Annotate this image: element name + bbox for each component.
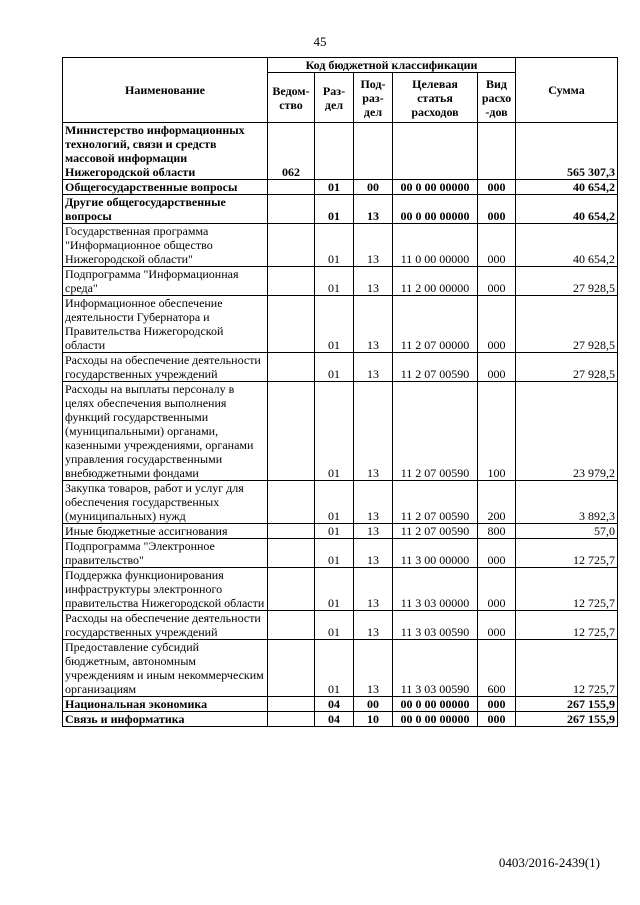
- cell-type: 600: [478, 640, 516, 697]
- header-name: Наименование: [63, 58, 268, 123]
- table-row: [63, 267, 618, 296]
- table-row: [63, 524, 618, 539]
- cell-sub: 13: [354, 224, 393, 267]
- header-subsection: Под-раз-дел: [354, 73, 393, 123]
- cell-sec: 01: [315, 524, 354, 539]
- cell-type: 000: [478, 267, 516, 296]
- cell-sec: 01: [315, 224, 354, 267]
- cell-dept: [268, 296, 315, 353]
- table-row: [63, 180, 618, 195]
- table-row: [63, 296, 618, 353]
- cell-name: Расходы на обеспечение деятельности государственных учреждений: [63, 353, 268, 382]
- cell-art: 11 3 03 00590: [393, 640, 478, 697]
- cell-dept: [268, 640, 315, 697]
- cell-art: 11 3 03 00590: [393, 611, 478, 640]
- header-sum: Сумма: [516, 58, 618, 123]
- cell-sub: [354, 123, 393, 180]
- cell-dept: [268, 195, 315, 224]
- cell-dept: [268, 611, 315, 640]
- table-row: [63, 697, 618, 712]
- cell-sum: 12 725,7: [516, 611, 618, 640]
- cell-sub: 13: [354, 353, 393, 382]
- cell-art: 11 2 07 00590: [393, 481, 478, 524]
- cell-sub: 13: [354, 611, 393, 640]
- cell-sub: 13: [354, 195, 393, 224]
- cell-dept: [268, 180, 315, 195]
- cell-sum: 40 654,2: [516, 224, 618, 267]
- cell-sec: 01: [315, 382, 354, 481]
- footer-document-code: 0403/2016-2439(1): [498, 855, 600, 870]
- cell-type: 000: [478, 568, 516, 611]
- cell-name: Связь и информатика: [63, 712, 268, 727]
- cell-type: [478, 123, 516, 180]
- header-dept: Ведом-ство: [268, 73, 315, 123]
- cell-name: Расходы на выплаты персоналу в целях обеспечения выполнения функций государственными (муниципальными) органами, казенными учреждениями, органами управления государственными внебюджетными фондами: [63, 382, 268, 481]
- cell-name: Расходы на обеспечение деятельности государственных учреждений: [63, 611, 268, 640]
- cell-sum: 27 928,5: [516, 296, 618, 353]
- table-row: [63, 481, 618, 524]
- cell-sum: 565 307,3: [516, 123, 618, 180]
- page-number: 45: [313, 34, 327, 49]
- cell-sub: 10: [354, 712, 393, 727]
- cell-type: 000: [478, 180, 516, 195]
- cell-dept: [268, 524, 315, 539]
- cell-sum: 23 979,2: [516, 382, 618, 481]
- cell-type: 000: [478, 353, 516, 382]
- cell-art: 11 3 03 00000: [393, 568, 478, 611]
- cell-dept: [268, 539, 315, 568]
- cell-sub: 13: [354, 568, 393, 611]
- header-expense-type: Вид расхо-дов: [478, 73, 516, 123]
- cell-art: 00 0 00 00000: [393, 712, 478, 727]
- budget-table: [62, 57, 618, 727]
- cell-dept: 062: [268, 123, 315, 180]
- cell-sec: 01: [315, 195, 354, 224]
- cell-dept: [268, 353, 315, 382]
- cell-art: 00 0 00 00000: [393, 180, 478, 195]
- table-row: [63, 611, 618, 640]
- cell-type: 200: [478, 481, 516, 524]
- cell-sum: 40 654,2: [516, 195, 618, 224]
- cell-art: 00 0 00 00000: [393, 195, 478, 224]
- cell-name: Министерство информационных технологий, связи и средств массовой информации Нижегородской области: [63, 123, 268, 180]
- cell-sec: [315, 123, 354, 180]
- cell-sub: 13: [354, 640, 393, 697]
- cell-sum: 27 928,5: [516, 267, 618, 296]
- cell-sum: 12 725,7: [516, 539, 618, 568]
- cell-art: 11 0 00 00000: [393, 224, 478, 267]
- cell-sec: 01: [315, 267, 354, 296]
- cell-name: Закупка товаров, работ и услуг для обеспечения государственных (муниципальных) нужд: [63, 481, 268, 524]
- header-classification-group: Код бюджетной классификации: [268, 58, 516, 73]
- header-section: Раз-дел: [315, 73, 354, 123]
- cell-sub: 13: [354, 524, 393, 539]
- table-row: [63, 539, 618, 568]
- header-article: Целевая статья расходов: [393, 73, 478, 123]
- cell-art: 11 2 07 00590: [393, 353, 478, 382]
- cell-art: 11 2 07 00590: [393, 382, 478, 481]
- cell-type: 000: [478, 539, 516, 568]
- cell-sum: 40 654,2: [516, 180, 618, 195]
- cell-sum: 3 892,3: [516, 481, 618, 524]
- table-row: [63, 353, 618, 382]
- cell-sub: 13: [354, 539, 393, 568]
- cell-sec: 01: [315, 481, 354, 524]
- cell-sec: 01: [315, 539, 354, 568]
- cell-dept: [268, 568, 315, 611]
- cell-sec: 04: [315, 712, 354, 727]
- cell-name: Национальная экономика: [63, 697, 268, 712]
- cell-sub: 00: [354, 180, 393, 195]
- cell-art: [393, 123, 478, 180]
- cell-type: 000: [478, 697, 516, 712]
- cell-sub: 00: [354, 697, 393, 712]
- cell-sum: 267 155,9: [516, 712, 618, 727]
- table-row: [63, 568, 618, 611]
- cell-sec: 04: [315, 697, 354, 712]
- cell-sum: 57,0: [516, 524, 618, 539]
- cell-dept: [268, 712, 315, 727]
- cell-name: Предоставление субсидий бюджетным, автономным учреждениям и иным некоммерческим организациям: [63, 640, 268, 697]
- cell-sec: 01: [315, 180, 354, 195]
- cell-dept: [268, 267, 315, 296]
- cell-art: 11 2 07 00000: [393, 296, 478, 353]
- cell-name: Государственная программа "Информационное общество Нижегородской области": [63, 224, 268, 267]
- cell-type: 100: [478, 382, 516, 481]
- table-row: [63, 195, 618, 224]
- cell-sub: 13: [354, 267, 393, 296]
- cell-type: 000: [478, 611, 516, 640]
- cell-name: Подпрограмма "Информационная среда": [63, 267, 268, 296]
- cell-sub: 13: [354, 382, 393, 481]
- table-row: [63, 224, 618, 267]
- table-row: [63, 123, 618, 180]
- cell-name: Поддержка функционирования инфраструктуры электронного правительства Нижегородской области: [63, 568, 268, 611]
- cell-sec: 01: [315, 568, 354, 611]
- cell-dept: [268, 481, 315, 524]
- cell-type: 000: [478, 712, 516, 727]
- cell-name: Общегосударственные вопросы: [63, 180, 268, 195]
- cell-sub: 13: [354, 481, 393, 524]
- cell-type: 000: [478, 195, 516, 224]
- cell-dept: [268, 382, 315, 481]
- cell-art: 11 3 00 00000: [393, 539, 478, 568]
- cell-sum: 27 928,5: [516, 353, 618, 382]
- cell-dept: [268, 224, 315, 267]
- cell-art: 00 0 00 00000: [393, 697, 478, 712]
- cell-name: Информационное обеспечение деятельности Губернатора и Правительства Нижегородской области: [63, 296, 268, 353]
- cell-sec: 01: [315, 353, 354, 382]
- cell-sec: 01: [315, 611, 354, 640]
- cell-sum: 12 725,7: [516, 568, 618, 611]
- cell-name: Иные бюджетные ассигнования: [63, 524, 268, 539]
- cell-type: 000: [478, 296, 516, 353]
- cell-art: 11 2 00 00000: [393, 267, 478, 296]
- table-row: [63, 712, 618, 727]
- cell-sum: 267 155,9: [516, 697, 618, 712]
- cell-sub: 13: [354, 296, 393, 353]
- cell-sec: 01: [315, 296, 354, 353]
- cell-sec: 01: [315, 640, 354, 697]
- table-row: [63, 640, 618, 697]
- cell-name: Подпрограмма "Электронное правительство": [63, 539, 268, 568]
- table-row: [63, 382, 618, 481]
- cell-sum: 12 725,7: [516, 640, 618, 697]
- cell-name: Другие общегосударственные вопросы: [63, 195, 268, 224]
- cell-type: 800: [478, 524, 516, 539]
- cell-type: 000: [478, 224, 516, 267]
- cell-art: 11 2 07 00590: [393, 524, 478, 539]
- cell-dept: [268, 697, 315, 712]
